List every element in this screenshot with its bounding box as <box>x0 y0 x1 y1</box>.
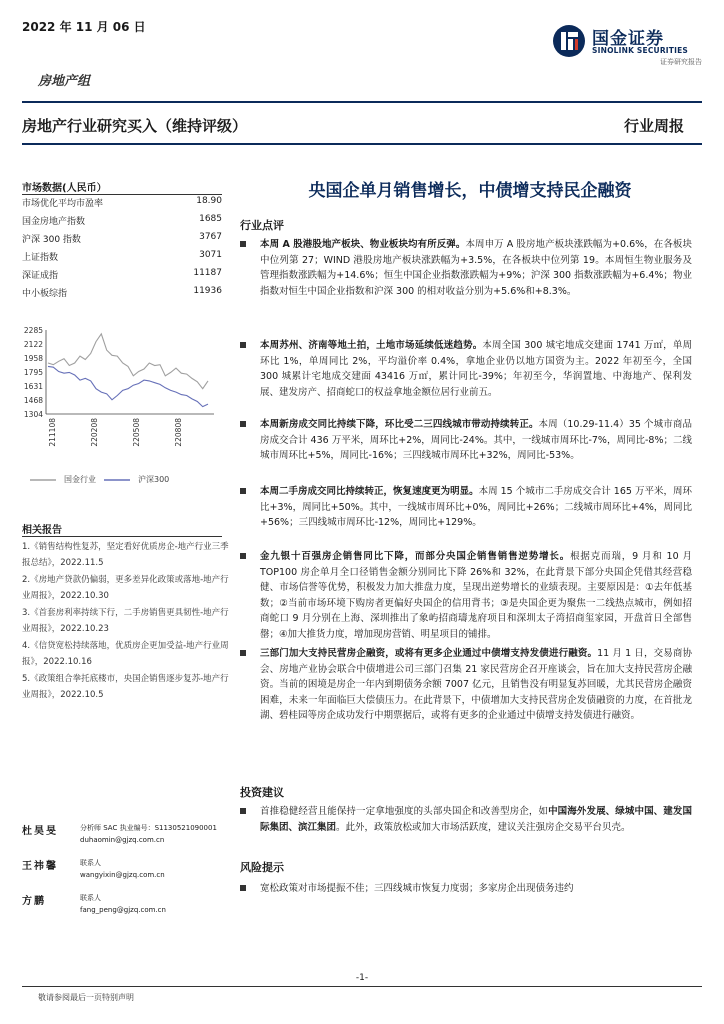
bullet-item: 本周新房成交同比持续下降，环比受二三四线城市带动持续转正。本周（10.29-11.4）35 个城市商品房成交合计 436 万平米，周环比+2%，周同比-24%。其中，一线城市周环比-7%，周同比-8%；二线城市周环比+5%，周同比-16%；三四线城市周环比+32%，周同比-53%。 <box>240 417 692 464</box>
y-tick-label: 1631 <box>23 382 43 391</box>
x-tick-label: 220208 <box>89 418 99 447</box>
research-group: 房地产组 <box>38 74 91 89</box>
analyst-email[interactable]: duhaomin@gjzq.com.cn <box>80 836 165 844</box>
x-tick-label: 220808 <box>173 418 183 447</box>
advice-bullet: 首推稳健经营且能保持一定拿地强度的头部央国企和改善型房企，如中国海外发展、绿城中国、建发国际集团、滨江集团。此外，政策放松或加大市场活跃度，建议关注强房企交易平台贝壳。 <box>240 804 692 835</box>
analyst-name: 杜昊旻 <box>22 826 58 837</box>
bullet-square-icon <box>240 241 246 247</box>
y-tick-label: 2122 <box>23 340 43 349</box>
bullet-item: 三部门加大支持民营房企融资，或将有更多企业通过中债增支持发债进行融资。11 月 1 日，交易商协会、房地产业协会联合中债增进公司三部门召集 21 家民营房企召开座谈会，旨在加大支持民营房企融资。当前的困境是房企一年内到期债务余额 7007 亿元，且销售没有明显复苏回暖，尤其民营房企融资困难，未来一年面临巨大偿债压力。在此背景下，中债增加大支持民营房企发债融资的力度，在首批龙湖、碧桂园等房企成功发行中期票据后，或将有更多的企业通过中债增支持发债进行融资。 <box>240 646 692 724</box>
market-row: 沪深 300 指数 3767 <box>22 232 222 245</box>
section-heading-review: 行业点评 <box>240 219 284 232</box>
series-line-2 <box>48 366 208 406</box>
y-tick-label: 2285 <box>23 326 43 335</box>
analyst-info: 分析师 SAC 执业编号：S1130521090001 duhaomin@gjzq.com.cn <box>80 824 217 844</box>
market-row: 中小板综指 11936 <box>22 286 222 299</box>
section-heading-advice: 投资建议 <box>240 786 284 799</box>
analyst-info: 联系人 fang_peng@gjzq.com.cn <box>80 894 166 914</box>
analyst-email[interactable]: fang_peng@gjzq.com.cn <box>80 906 166 914</box>
title-divider <box>22 143 702 145</box>
market-row: 上证指数 3071 <box>22 250 222 263</box>
bullet-item: 本周 A 股港股地产板块、物业板块均有所反弹。本周申万 A 股房地产板块涨跌幅为+0.6%，在各板块中位列第 27；WIND 港股房地产板块涨跌幅为+3.5%，在各板块中位列第 19。本周恒生物业服务及管理指数涨跌幅为+14.6%；恒生中国企业指数涨跌幅为+9%；沪深 300 指数涨跌幅为+6.4%；物业指数对恒生中国企业指数和沪深 300 的相对收益分别为+5.6%和+8.3%。 <box>240 237 692 299</box>
analyst-name: 王祎馨 <box>22 861 58 872</box>
bullet-square-icon <box>240 421 246 427</box>
legend-swatch-series2 <box>104 477 130 483</box>
analyst-email[interactable]: wangyixin@gjzq.com.cn <box>80 871 165 879</box>
bullet-item: 金九银十百强房企销售同比下降，而部分央国企销售销售逆势增长。根据克而瑞，9 月和 10 月 TOP100 房企单月全口径销售金额分别同比下降 26%和 32%，在此背景下部分央国企凭借其经营稳健、市场信誉等优势，积极发力加大推盘力度，呈现出逆势增长的业绩表现。主要原因是：①去年低基数；②当前市场环境下购房者更偏好央国企的信用背书；③是央国企更为聚焦一二线热点城市，例如招商蛇口 9 月分别在上海、深圳推出了象屿招商璹尨府项目和深圳太子湾招商玺家园，开盘首日全部售罄；④加大推货力度，增加现房营销、明星项目的铺排。 <box>240 549 692 643</box>
related-report-link[interactable]: 2.《房地产贷款仍偏弱，更多差异化政策或落地-地产行业周报》，2022.10.30 <box>22 575 229 601</box>
bullet-square-icon <box>240 342 246 348</box>
x-tick-label: 211108 <box>48 418 57 447</box>
bullet-item: 本周苏州、济南等地土拍，土地市场延续低迷趋势。本周全国 300 城宅地成交建面 1741 万㎡，单周环比 1%，单周同比 2%，平均溢价率 0.4%，拿地企业仍以地方国资为主。2022 年初至今，全国 300 城累计宅地成交建面 43416 万㎡，累计同比-39%；年初至今，华润置地、中海地产、保利发展、建发房产、招商蛇口的权益拿地金额位居行业前五。 <box>240 338 692 400</box>
report-type: 行业周报 <box>623 117 684 135</box>
bullet-square-icon <box>240 553 246 559</box>
disclaimer-note: 敬请参阅最后一页特别声明 <box>38 993 134 1002</box>
y-tick-label: 1958 <box>23 354 43 363</box>
market-row: 市场优化平均市盈率 18.90 <box>22 196 222 209</box>
related-reports-title: 相关报告 <box>22 525 62 536</box>
related-report-link[interactable]: 1.《销售结构性复苏，坚定看好优质房企-地产行业三季报总结》，2022.11.5 <box>22 542 229 568</box>
related-report-link[interactable]: 3.《首套房利率持续下行，二手房销售更具韧性-地产行业周报》，2022.10.23 <box>22 608 229 634</box>
index-line-chart <box>14 322 224 492</box>
brand-name-cn: 国金证券 <box>592 29 664 49</box>
bullet-item: 本周二手房成交同比持续转正，恢复速度更为明显。本周 15 个城市二手房成交合计 165 万平米，周环比+3%，周同比+50%。其中，一线城市周环比+0%，周同比+26%；二线城市周环比+4%，周同比+56%；三四线城市周环比-12%，周同比+129%。 <box>240 484 692 531</box>
legend-label-series1: 国金行业 <box>64 475 96 484</box>
series-line-1 <box>48 334 208 389</box>
market-row: 深证成指 11187 <box>22 268 222 281</box>
bullet-square-icon <box>240 885 246 891</box>
related-reports-list <box>22 540 234 705</box>
related-report-link[interactable]: 4.《信贷宽松持续落地，优质房企更加受益-地产行业周报》，2022.10.16 <box>22 641 229 667</box>
y-tick-label: 1468 <box>23 396 43 405</box>
page-number: -1- <box>355 973 369 983</box>
section-heading-risk: 风险提示 <box>240 861 284 874</box>
risk-bullet: 宽松政策对市场提振不佳；三四线城市恢复力度弱；多家房企出现债务违约 <box>240 881 692 897</box>
market-row: 国金房地产指数 1685 <box>22 214 222 227</box>
related-reports-rule <box>22 536 222 537</box>
bullet-square-icon <box>240 488 246 494</box>
footer-rule <box>22 986 702 987</box>
y-tick-label: 1795 <box>23 368 43 377</box>
legend-label-series2: 沪深300 <box>138 475 170 484</box>
bullet-square-icon <box>240 808 246 814</box>
x-tick-label: 220508 <box>131 418 141 447</box>
report-date: 2022 年 11 月 06 日 <box>22 20 146 34</box>
market-data-title: 市场数据(人民币） <box>22 183 107 194</box>
main-headline: 央国企单月销售增长，中债增支持民企融资 <box>308 181 632 201</box>
header-divider <box>22 101 702 103</box>
sinolink-logo-icon <box>552 24 586 58</box>
market-data-rule <box>22 194 222 195</box>
y-tick-label: 1304 <box>23 410 43 419</box>
legend-swatch-series1 <box>30 477 56 483</box>
bullet-square-icon <box>240 650 246 656</box>
analyst-name: 方鹏 <box>22 896 46 907</box>
report-category: 证券研究报告 <box>660 58 702 66</box>
analyst-info: 联系人 wangyixin@gjzq.com.cn <box>80 859 165 879</box>
related-report-link[interactable]: 5.《政策组合拳托底楼市，央国企销售逐步复苏-地产行业周报》，2022.10.5 <box>22 674 229 700</box>
chart-legend <box>30 474 169 485</box>
report-rating-title: 房地产行业研究买入（维持评级） <box>22 117 248 135</box>
brand-name-en: SINOLINK SECURITIES <box>592 46 689 55</box>
